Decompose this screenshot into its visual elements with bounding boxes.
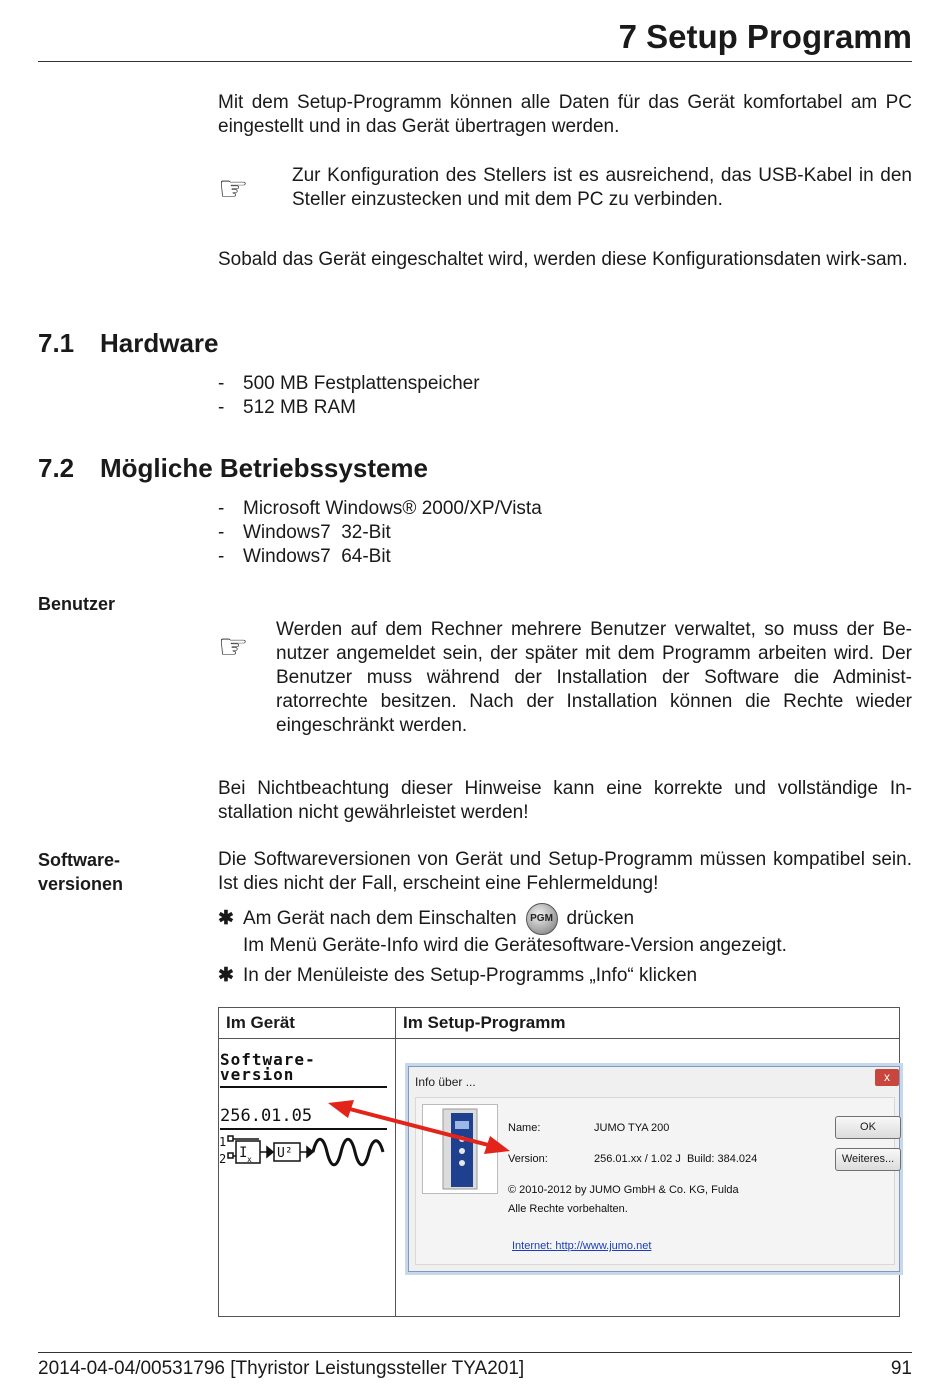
software-paragraph: Die Softwareversionen von Gerät und Setup-Programm müssen kompatibel sein. Ist dies nicht der Fall, erscheint eine Fehlermeldung! — [218, 849, 912, 894]
column-header: Im Gerät — [226, 1013, 295, 1032]
version-value: 256.01.xx / 1.02 J Build: 384.024 — [594, 1153, 758, 1165]
list-item: - Microsoft Windows® 2000/XP/Vista — [218, 498, 542, 519]
intro-paragraph: Mit dem Setup-Programm können alle Daten für das Gerät komfortabel am PC eingestellt und in das Gerät übertragen werden. — [218, 92, 912, 137]
list-item: - 500 MB Festplattenspeicher — [218, 373, 480, 394]
hardware-list — [218, 372, 480, 420]
pointing-hand-icon: ☞ — [218, 170, 249, 208]
more-button[interactable]: Weiteres... — [835, 1148, 901, 1171]
footer-document-id: 2014-04-04/00531796 [Thyristor Leistungssteller TYA201] — [38, 1358, 525, 1379]
list-item: - 512 MB RAM — [218, 397, 356, 418]
pointing-hand-icon: ☞ — [218, 628, 249, 666]
display-divider — [220, 1086, 387, 1088]
section-number: 7.2 — [38, 453, 75, 483]
users-note: Werden auf dem Rechner mehrere Benutzer verwaltet, so muss der Be-nutzer angemeldet sein, der später mit dem Programm arbeiten wird. Der Benutzer muss während der Installation der Software die Administ-ratorrechte besitzen. Nach der Installation können die Rechte wieder eingeschränkt werden. — [276, 619, 912, 736]
rights-text: Alle Rechte vorbehalten. — [508, 1203, 628, 1215]
asterisk-bullet-icon: ✱ — [218, 965, 234, 986]
list-item: - Windows7 32-Bit — [218, 522, 391, 543]
section-heading-os — [38, 453, 428, 484]
asterisk-bullet-icon: ✱ — [218, 908, 234, 930]
website-link[interactable]: Internet: http://www.jumo.net — [512, 1240, 652, 1252]
chapter-title: 7 Setup Programm — [618, 18, 912, 55]
io-label: 1 — [219, 1135, 227, 1149]
dialog-title: Info über ... — [415, 1075, 476, 1089]
device-version-value: 256.01.05 — [220, 1106, 313, 1126]
header-rule — [38, 61, 912, 62]
name-value: JUMO TYA 200 — [594, 1122, 670, 1134]
io-label: x — [247, 1155, 252, 1164]
io-label: I — [239, 1145, 248, 1161]
section-heading-hardware — [38, 328, 219, 359]
software-step-2: ✱ In der Menüleiste des Setup-Programms „Info“ klicken — [218, 965, 698, 986]
column-header: Im Setup-Programm — [403, 1013, 566, 1032]
name-label: Name: — [508, 1122, 541, 1134]
pgm-key-icon: PGM — [526, 903, 558, 935]
side-label-software: Software- versionen — [38, 850, 124, 894]
ok-button[interactable]: OK — [835, 1116, 901, 1139]
software-step-1: ✱ Am Gerät nach dem Einschalten PGM drücken Im Menü Geräte-Info wird die Gerätesoftware-Version angezeigt. — [218, 903, 912, 957]
close-icon[interactable]: x — [875, 1069, 899, 1086]
os-list — [218, 497, 542, 569]
double-arrow-icon — [320, 1092, 520, 1162]
page-number: 91 — [890, 1358, 912, 1379]
section-title: Hardware — [100, 328, 219, 358]
version-label: Version: — [508, 1153, 548, 1165]
io-label: U² — [277, 1146, 293, 1161]
device-display-title: Software- version — [220, 1050, 316, 1084]
intro-paragraph-2: Sobald das Gerät eingeschaltet wird, werden diese Konfigurationsdaten wirk-sam. — [218, 249, 908, 270]
io-label: 2 — [219, 1152, 227, 1166]
section-number: 7.1 — [38, 328, 75, 358]
side-label-users: Benutzer — [38, 594, 116, 614]
list-item: - Windows7 64-Bit — [218, 546, 391, 567]
footer-rule — [38, 1352, 912, 1353]
users-warning: Bei Nichtbeachtung dieser Hinweise kann eine korrekte und vollständige In-stallation nicht gewährleistet werden! — [218, 778, 912, 823]
intro-note: Zur Konfiguration des Stellers ist es ausreichend, das USB-Kabel in den Steller einzustecken und mit dem PC zu verbinden. — [292, 165, 912, 210]
section-title: Mögliche Betriebssysteme — [100, 453, 429, 483]
copyright-text: © 2010-2012 by JUMO GmbH & Co. KG, Fulda — [508, 1184, 739, 1196]
